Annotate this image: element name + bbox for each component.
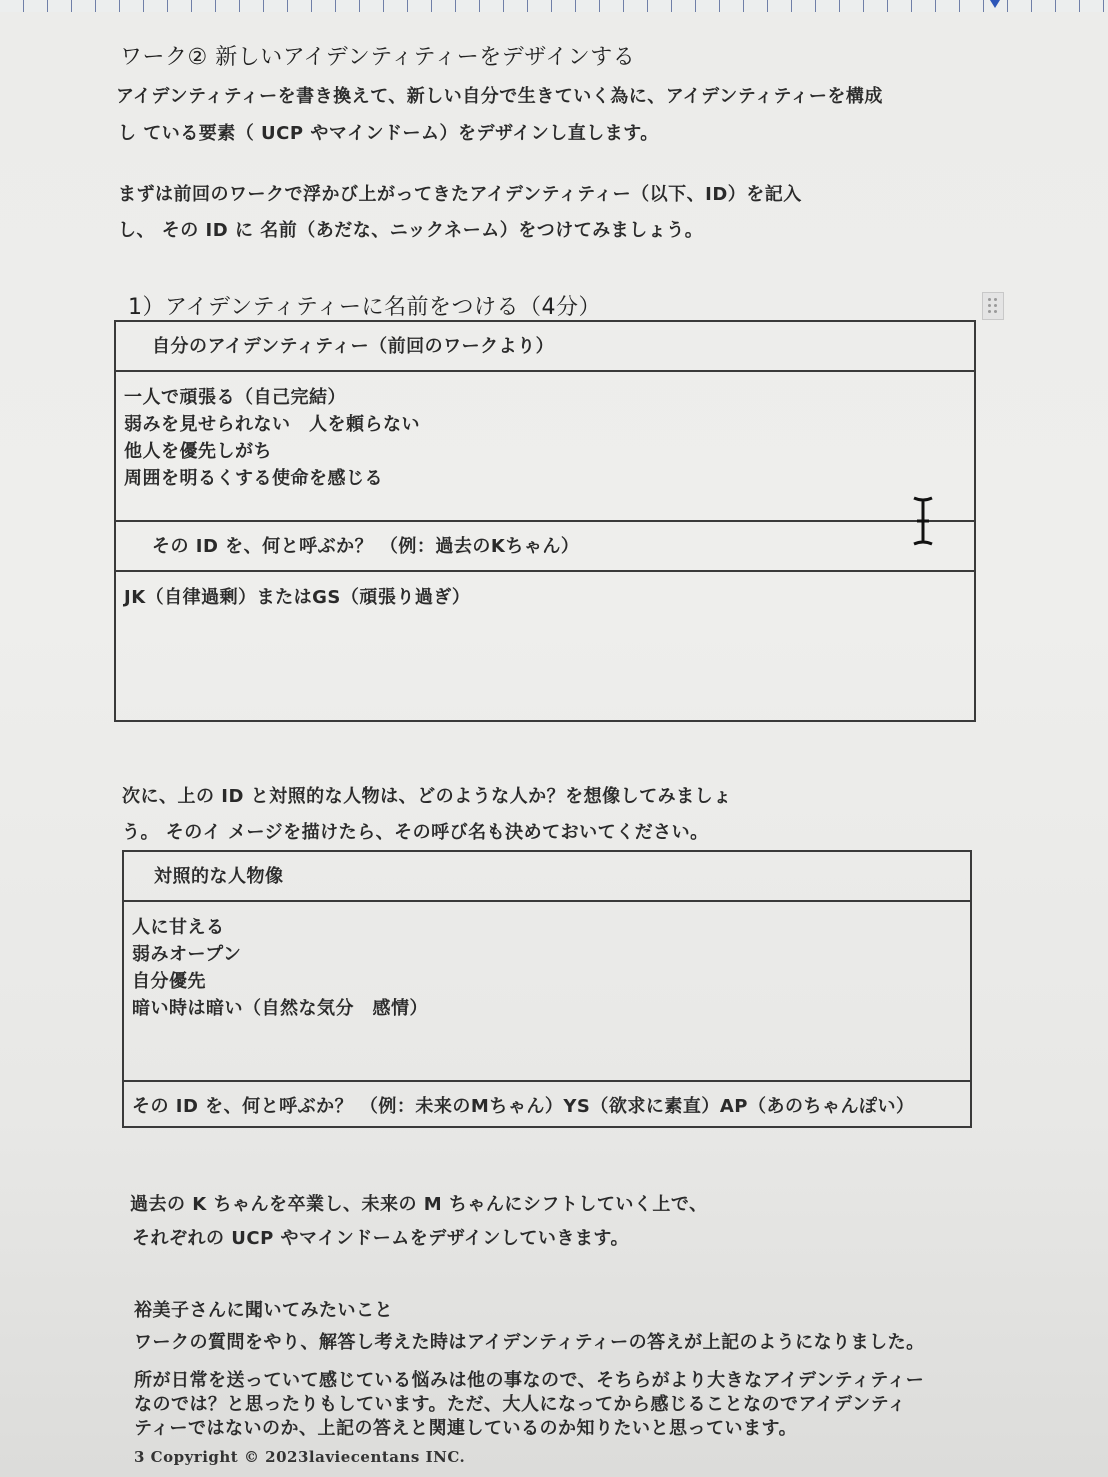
- contrast-item: 暗い時は暗い（自然な気分 感情）: [132, 998, 428, 1019]
- question-heading: 裕美子さんに聞いてみたいこと: [134, 1300, 393, 1321]
- identity-item: 一人で頑張る（自己完結）: [124, 387, 346, 408]
- instruction-line-2: し、 その ID に 名前（あだな、ニックネーム）をつけてみましょう。: [118, 220, 704, 241]
- identity-item: 周囲を明るくする使命を感じる: [124, 468, 383, 489]
- ruler-marker-icon[interactable]: [990, 0, 1000, 8]
- question-line-1: ワークの質問をやり、解答し考えた時はアイデンティティーの答えが上記のようになりました。: [134, 1332, 925, 1353]
- id-name-answer[interactable]: JK（自律過剰）またはGS（頑張り過ぎ）: [115, 571, 975, 721]
- document-page: [0, 12, 1108, 1477]
- instruction-line-1: まずは前回のワークで浮かび上がってきたアイデンティティー（以下、ID）を記入: [118, 184, 802, 205]
- contrast-item: 弱みオープン: [132, 944, 242, 965]
- intro-line-2: し ている要素（ UCP やマインドーム）をデザインし直します。: [118, 123, 659, 144]
- closing-line-2: それぞれの UCP やマインドームをデザインしていきます。: [132, 1228, 629, 1249]
- contrast-table: [122, 850, 972, 1128]
- text-cursor-icon: [912, 496, 934, 546]
- identity-table: [114, 320, 976, 722]
- table-drag-handle-icon[interactable]: [982, 292, 1004, 320]
- identity-items-cell[interactable]: [115, 371, 975, 521]
- contrast-header: 対照的な人物像: [123, 851, 971, 901]
- contrast-item: 自分優先: [132, 971, 206, 992]
- intro-line-1: アイデンティティーを書き換えて、新しい自分で生きていく為に、アイデンティティーを構成: [116, 86, 883, 107]
- identity-item: 他人を優先しがち: [124, 441, 272, 462]
- question-line-4: ティーではないのか、上記の答えと関連しているのか知りたいと思っています。: [134, 1418, 798, 1439]
- section2-instruction-line-2: う。 そのイ メージを描けたら、その呼び名も決めておいてください。: [122, 822, 709, 843]
- identity-header: 自分のアイデンティティー（前回のワークより）: [115, 321, 975, 371]
- section1-heading: 1）アイデンティティーに名前をつける（4分）: [128, 295, 602, 320]
- closing-line-1: 過去の K ちゃんを卒業し、未来の M ちゃんにシフトしていく上で、: [130, 1194, 708, 1215]
- contrast-name-footer[interactable]: その ID を、何と呼ぶか？ （例：未来のMちゃん）YS（欲求に素直）AP（あのちゃんぽい）: [123, 1081, 971, 1127]
- contrast-items-cell[interactable]: [123, 901, 971, 1081]
- question-line-2: 所が日常を送っていて感じている悩みは他の事なので、そちらがより大きなアイデンティティー: [134, 1370, 925, 1391]
- question-line-3: なのでは？と思ったりもしています。ただ、大人になってから感じることなのでアイデンティ: [134, 1394, 907, 1415]
- section2-instruction-line-1: 次に、上の ID と対照的な人物は、どのような人か？を想像してみましょ: [122, 786, 732, 807]
- work-title: ワーク② 新しいアイデンティティーをデザインする: [120, 45, 636, 70]
- id-name-header: その ID を、何と呼ぶか？ （例：過去のKちゃん）: [115, 521, 975, 571]
- contrast-item: 人に甘える: [132, 917, 225, 938]
- identity-item: 弱みを見せられない 人を頼らない: [124, 414, 420, 435]
- copyright-footer: 3 Copyright © 2023laviecentans INC.: [134, 1448, 466, 1466]
